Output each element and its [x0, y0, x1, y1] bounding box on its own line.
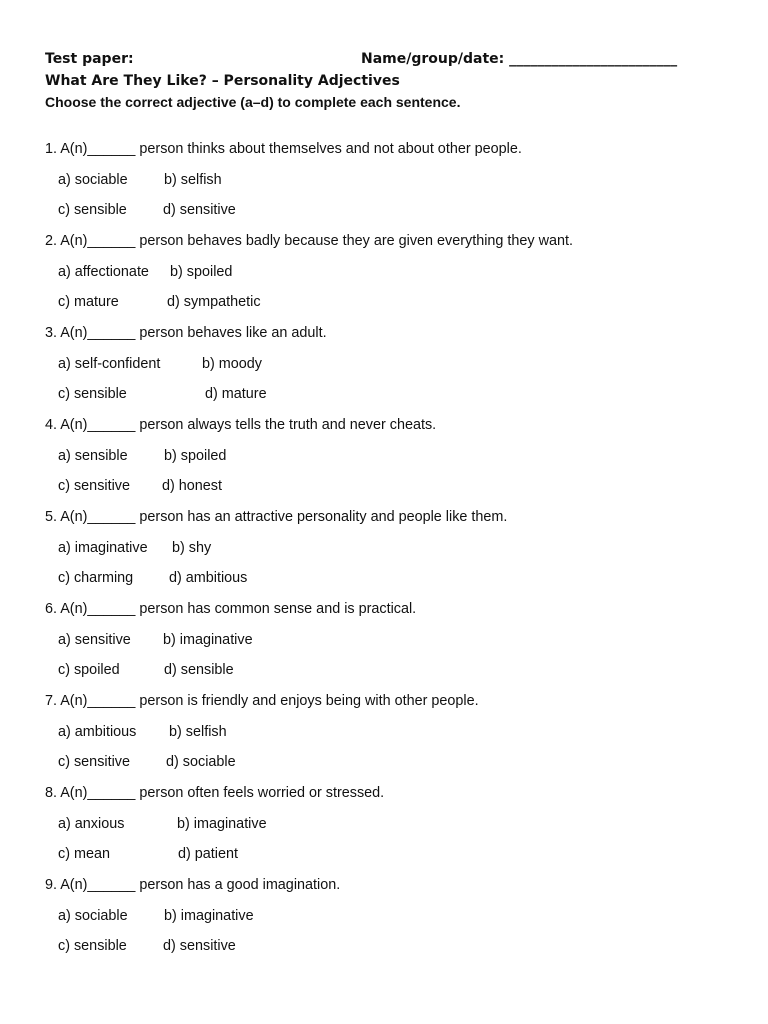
question-3: [45, 324, 745, 416]
option-c: c) sensible: [58, 202, 127, 218]
option-row: [58, 938, 236, 1002]
question-text: 6. A(n)______ person has common sense and is practical.: [45, 601, 417, 617]
question-text: 2. A(n)______ person behaves badly because they are given everything they want.: [45, 233, 574, 249]
option-b: b) imaginative: [163, 632, 253, 648]
question-text: 9. A(n)______ person has a good imagination.: [45, 877, 341, 893]
option-d: d) patient: [178, 846, 239, 862]
option-b: b) shy: [172, 540, 212, 556]
option-d: d) sociable: [166, 754, 236, 770]
option-c: c) mean: [58, 846, 110, 862]
option-a: a) imaginative: [58, 540, 148, 556]
test-paper-label: Test paper:: [45, 51, 134, 67]
option-b: b) imaginative: [177, 816, 267, 832]
option-d: d) mature: [205, 386, 267, 402]
question-text: 7. A(n)______ person is friendly and enjoys being with other people.: [45, 693, 479, 709]
option-d: d) sensitive: [163, 938, 236, 954]
option-c: c) mature: [58, 294, 119, 310]
header-row: [45, 51, 725, 71]
question-text: 8. A(n)______ person often feels worried or stressed.: [45, 785, 385, 801]
option-d: d) ambitious: [169, 570, 248, 586]
option-b: b) spoiled: [164, 448, 227, 464]
question-list: [45, 140, 745, 968]
page-title: What Are They Like? – Personality Adjectives: [45, 73, 400, 89]
option-a: a) anxious: [58, 816, 125, 832]
option-c: c) charming: [58, 570, 134, 586]
option-d: d) honest: [162, 478, 223, 494]
question-5: [45, 508, 745, 600]
question-4: [45, 416, 745, 508]
option-a: a) sensible: [58, 448, 128, 464]
option-a: a) ambitious: [58, 724, 137, 740]
option-b: b) selfish: [164, 172, 222, 188]
instructions: Choose the correct adjective (a–d) to complete each sentence.: [45, 94, 461, 110]
question-6: [45, 600, 745, 692]
option-a: a) sensitive: [58, 632, 131, 648]
option-a: a) sociable: [58, 908, 128, 924]
option-a: a) sociable: [58, 172, 128, 188]
question-text: 3. A(n)______ person behaves like an adult.: [45, 325, 327, 341]
option-c: c) sensitive: [58, 478, 130, 494]
option-a: a) self-confident: [58, 356, 161, 372]
question-2: [45, 232, 745, 324]
option-b: b) imaginative: [164, 908, 254, 924]
option-d: d) sensible: [164, 662, 234, 678]
option-b: b) spoiled: [170, 264, 233, 280]
name-group-date-field: Name/group/date: ________________________: [361, 51, 678, 67]
option-c: c) spoiled: [58, 662, 120, 678]
option-c: c) sensible: [58, 386, 127, 402]
option-c: c) sensitive: [58, 754, 130, 770]
option-d: d) sympathetic: [167, 294, 261, 310]
option-a: a) affectionate: [58, 264, 149, 280]
option-d: d) sensitive: [163, 202, 236, 218]
question-7: [45, 692, 745, 784]
question-text: 4. A(n)______ person always tells the truth and never cheats.: [45, 417, 437, 433]
question-1: [45, 140, 745, 232]
option-c: c) sensible: [58, 938, 127, 954]
question-text: 1. A(n)______ person thinks about themselves and not about other people.: [45, 141, 522, 157]
question-text: 5. A(n)______ person has an attractive personality and people like them.: [45, 509, 508, 525]
option-b: b) selfish: [169, 724, 227, 740]
question-9: [45, 876, 745, 968]
option-b: b) moody: [202, 356, 262, 372]
question-8: [45, 784, 745, 876]
